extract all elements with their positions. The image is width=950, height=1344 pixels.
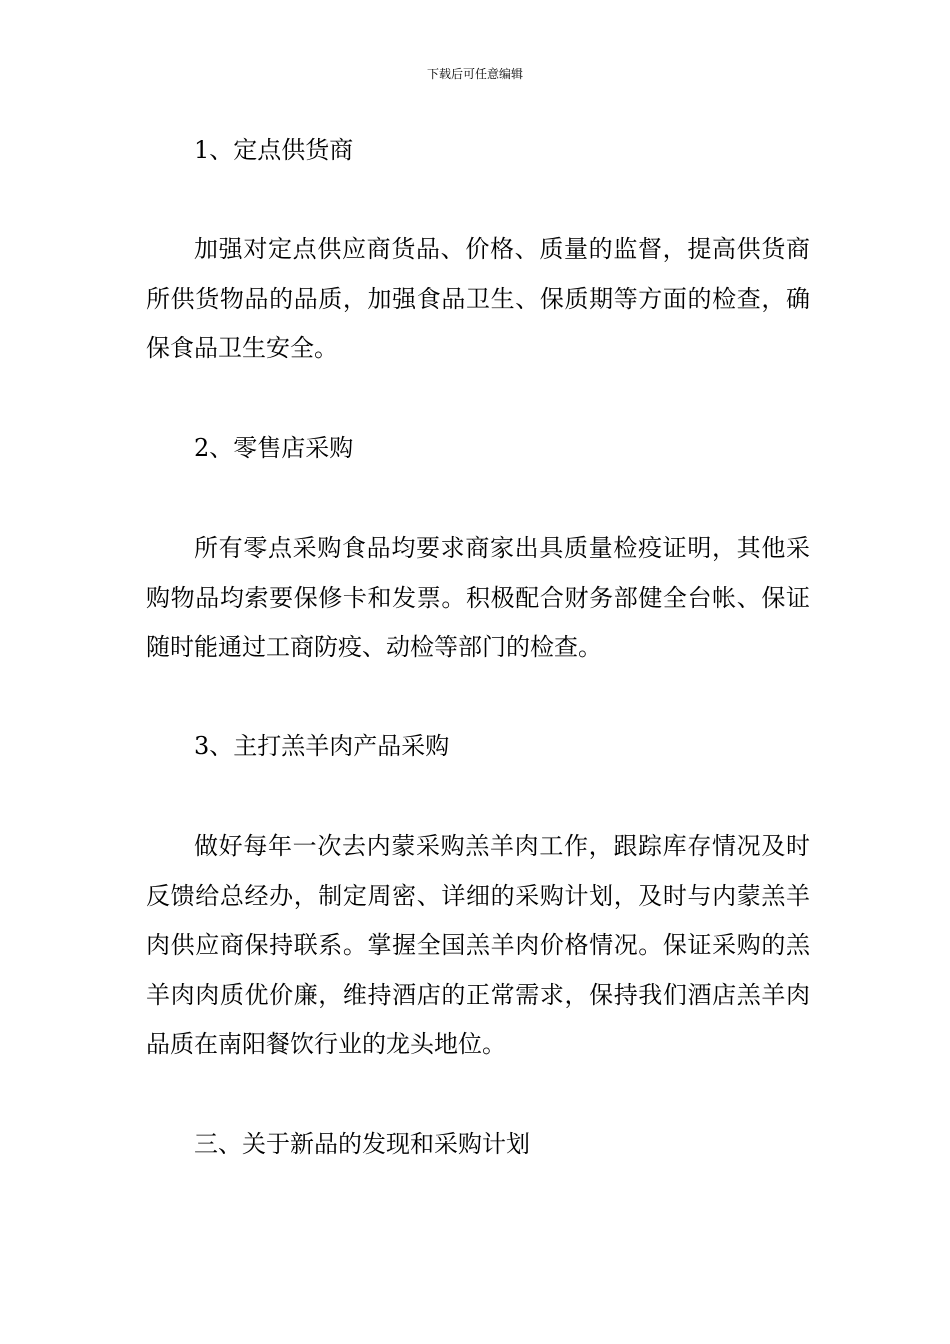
section-heading-4: 三、关于新品的发现和采购计划	[194, 1130, 530, 1158]
section-heading-3: 3、主打羔羊肉产品采购	[194, 732, 450, 760]
paragraph-1: 加强对定点供应商货品、价格、质量的监督，提高供货商所供货物品的品质，加强食品卫生、保质期等方面的检查，确保食品卫生安全。	[146, 235, 810, 362]
paragraph-3: 做好每年一次去内蒙采购羔羊肉工作，跟踪库存情况及时反馈给总经办，制定周密、详细的采购计划，及时与内蒙羔羊肉供应商保持联系。掌握全国羔羊肉价格情况。保证采购的羔羊肉肉质优价廉，维持酒店的正常需求，保持我们酒店羔羊肉品质在南阳餐饮行业的龙头地位。	[146, 832, 810, 1058]
page-header: 下载后可任意编辑	[426, 67, 523, 81]
paragraph-2: 所有零点采购食品均要求商家出具质量检疫证明，其他采购物品均索要保修卡和发票。积极配合财务部健全台帐、保证随时能通过工商防疫、动检等部门的检查。	[146, 534, 810, 661]
section-heading-2: 2、零售店采购	[194, 434, 354, 462]
section-heading-1: 1、定点供货商	[194, 136, 354, 164]
